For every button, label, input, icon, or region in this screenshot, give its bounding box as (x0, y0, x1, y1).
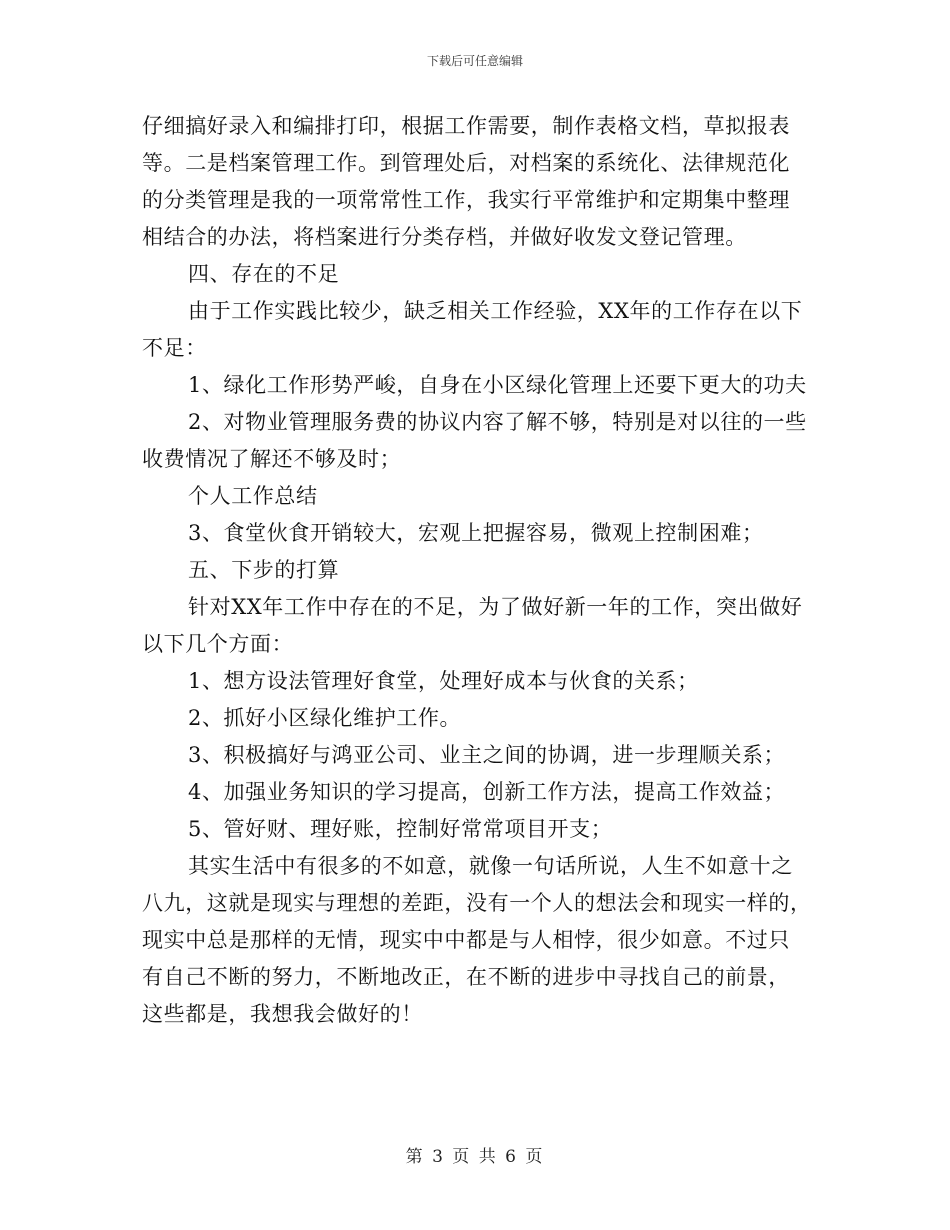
list-item: 2、对物业管理服务费的协议内容了解不够，特别是对以往的一些 (188, 410, 807, 434)
document-body (142, 108, 812, 1033)
body-line: 现实中总是那样的无情，现实中中都是与人相悖，很少如意。不过只 (142, 928, 790, 952)
body-line: 收费情况了解还不够及时； (142, 447, 402, 471)
body-line: 相结合的办法，将档案进行分类存档，并做好收发文登记管理。 (142, 225, 747, 249)
section-heading: 四、存在的不足 (188, 262, 340, 286)
list-item: 5、管好财、理好账，控制好常常项目开支； (188, 817, 613, 841)
body-line: 个人工作总结 (188, 484, 318, 508)
body-line: 等。二是档案管理工作。到管理处后，对档案的系统化、法律规范化 (142, 151, 790, 175)
list-item: 3、食堂伙食开销较大，宏观上把握容易，微观上控制困难； (188, 521, 764, 545)
page-number-footer: 第 3 页 共 6 页 (405, 1147, 545, 1167)
body-line: 不足： (142, 336, 207, 360)
list-item: 1、想方设法管理好食堂，处理好成本与伙食的关系； (188, 669, 699, 693)
list-item: 2、抓好小区绿化维护工作。 (188, 706, 462, 730)
body-line: 其实生活中有很多的不如意，就像一句话所说，人生不如意十之 (188, 854, 793, 878)
body-line: 仔细搞好录入和编排打印，根据工作需要，制作表格文档，草拟报表 (142, 114, 790, 138)
body-line: 八九，这就是现实与理想的差距，没有一个人的想法会和现实一样的， (142, 891, 812, 915)
body-line: 由于工作实践比较少，缺乏相关工作经验，XX年的工作存在以下 (188, 299, 803, 323)
body-line: 有自己不断的努力，不断地改正，在不断的进步中寻找自己的前景， (142, 965, 790, 989)
list-item: 3、积极搞好与鸿亚公司、业主之间的协调，进一步理顺关系； (188, 743, 786, 767)
section-heading: 五、下步的打算 (188, 558, 340, 582)
body-line: 的分类管理是我的一项常常性工作，我实行平常维护和定期集中整理 (142, 188, 790, 212)
list-item: 1、绿化工作形势严峻，自身在小区绿化管理上还要下更大的功夫 (188, 373, 807, 397)
list-item: 4、加强业务知识的学习提高，创新工作方法，提高工作效益； (188, 780, 786, 804)
body-line: 这些都是，我想我会做好的！ (142, 1002, 423, 1026)
body-line: 针对XX年工作中存在的不足，为了做好新一年的工作，突出做好 (188, 595, 803, 619)
page-header: 下载后可任意编辑 (426, 54, 523, 68)
body-line: 以下几个方面： (142, 632, 294, 656)
